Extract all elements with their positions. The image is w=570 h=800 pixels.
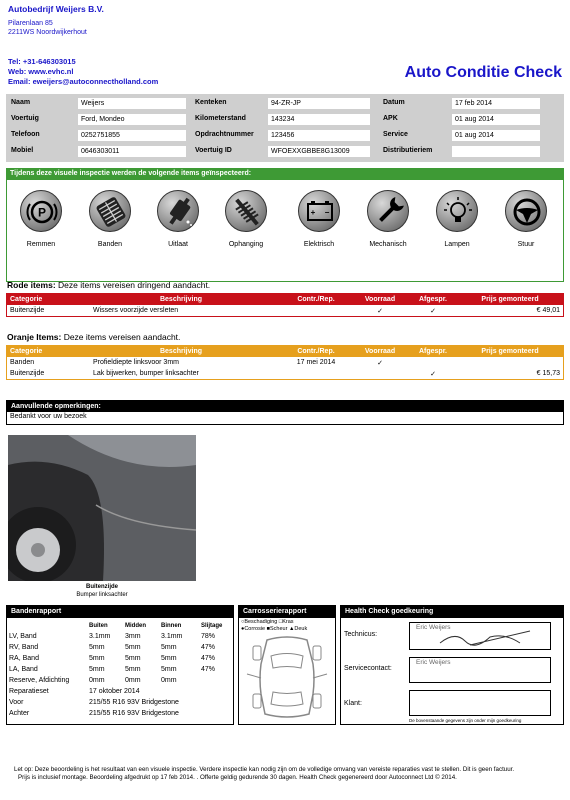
col-categorie: Categorie [7,346,81,357]
car-diagram[interactable] [239,634,335,722]
table-row [7,697,233,708]
servicecontact-signature-box[interactable] [409,657,551,683]
tyre-binnen: 3.1mm [161,633,183,640]
cell-afgespr: ✓ [430,307,436,315]
tyre-pos: RV, Band [9,644,39,651]
tyre-binnen: 5mm [161,655,177,662]
tyre-buiten: 5mm [89,644,105,651]
cell-contr [281,305,351,316]
tyre-slijtage: 47% [201,644,216,651]
naam-label: Naam [11,99,31,106]
legend-scratch-icon: □ [278,619,283,625]
legend-damage-icon: ○ [241,619,245,625]
approval-panel [340,605,564,725]
legend-corrosion-icon: ● [241,626,245,632]
tyre-col-blank [7,620,87,631]
table-row [7,305,563,316]
red-items-title-bold: Rode items: [7,280,56,290]
body-report [238,605,336,725]
technicus-name: Eric Weijers [416,624,451,631]
cell-contr: 17 mei 2014 [296,359,336,366]
table-row [7,653,233,664]
voertuig-label: Voertuig [11,115,39,122]
tyre-binnen: 5mm [161,666,177,673]
telefoon-label: Telefoon [11,131,40,138]
vid-value: WFOEXXGBBE8G13009 [268,146,370,157]
achter-value: 215/55 R16 93V Bridgestone [89,710,179,717]
tyre-buiten: 5mm [89,655,105,662]
wrench-icon [367,190,409,232]
service-label: Service [383,131,408,138]
cell-categorie: Buitenzijde [10,370,45,377]
klant-label: Klant: [344,700,362,707]
col-contr: Contr./Rep. [281,294,351,305]
body-report-header: Carrosserierapport [239,606,335,618]
cell-afgespr [409,357,457,368]
body-legend [239,618,335,634]
legend-scratch: Kras [282,619,294,625]
inspection-label-mechanisch: Mechanisch [369,241,407,248]
tyre-col-slijtage: Slijtage [201,622,223,629]
cell-beschrijving: Wissers voorzijde versleten [93,307,179,314]
tyre-col-buiten: Buiten [89,622,108,629]
col-prijs: Prijs gemonteerd [457,294,563,305]
damage-photo[interactable] [8,435,196,581]
tyre-col-binnen: Binnen [161,622,182,629]
technicus-signature-box[interactable] [409,622,551,650]
tyre-buiten: 0mm [89,677,105,684]
tyre-buiten: 3.1mm [89,633,111,640]
svg-text:−: − [324,208,330,217]
technicus-label: Technicus: [344,631,378,638]
company-city: 2211WS Noordwijkerhout [8,29,87,36]
tyre-slijtage: 47% [201,655,216,662]
inspection-label-remmen: Remmen [26,241,56,248]
apk-label: APK [383,115,398,122]
footer [14,766,560,782]
company-street: Pilarenlaan 85 [8,20,53,27]
klant-signature-box[interactable] [409,690,551,716]
service-value: 01 aug 2014 [452,130,540,141]
cell-prijs [457,357,563,368]
tyre-slijtage: 78% [201,633,216,640]
svg-text:+: + [310,208,316,217]
col-prijs: Prijs gemonteerd [457,346,563,357]
tyre-midden: 5mm [125,644,141,651]
tyre-icon [89,190,131,232]
exhaust-icon [157,190,199,232]
photo-caption-sub: Bumper linksachter [76,592,128,598]
achter-label: Achter [9,710,30,717]
tyre-binnen: 0mm [161,677,177,684]
col-voorraad: Voorraad [351,294,409,305]
distributie-label: Distributieriem [383,147,433,154]
vid-label: Voertuig ID [195,147,232,154]
tyre-pos: LV, Band [9,633,37,640]
kenteken-value: 94-ZR-JP [268,98,370,109]
tyre-midden: 3mm [125,633,141,640]
orange-items-title-bold: Oranje Items: [7,332,62,342]
battery-icon [298,190,340,232]
inspection-icons [6,179,564,282]
tyre-midden: 5mm [125,666,141,673]
tyre-buiten: 5mm [89,666,105,673]
datum-label: Datum [383,99,405,106]
svg-text:P: P [37,205,47,220]
tyre-col-midden: Midden [125,622,146,629]
table-row [7,664,233,675]
mobiel-label: Mobiel [11,147,34,154]
legend-corrosion: Corrosie [244,626,266,632]
tyre-report-header: Bandenrapport [7,606,233,618]
table-row [7,642,233,653]
col-voorraad: Voorraad [351,346,409,357]
repaired-label: Reparatieset [9,688,49,695]
voor-value: 215/55 R16 93V Bridgestone [89,699,179,706]
inspection-label-stuur: Stuur [517,241,535,248]
suspension-icon [225,190,267,232]
company-email[interactable]: Email: eweijers@autoconnectholland.com [8,77,159,86]
inspection-label-banden: Banden [97,241,123,248]
orange-items-title-rest: Deze items vereisen aandacht. [61,332,181,342]
col-afgespr: Afgespr. [409,346,457,357]
cell-contr [281,368,351,379]
orange-items-table [6,345,564,380]
cell-categorie: Banden [10,359,35,366]
tyre-binnen: 5mm [161,644,177,651]
orange-items-title [7,332,180,342]
naam-value: Weijers [78,98,186,109]
legend-dent: Deuk [294,626,308,632]
inspection-label-uitlaat: Uitlaat [168,241,188,248]
red-items-title [7,280,210,290]
cell-afgespr: ✓ [430,370,436,378]
remarks-text: Bedankt voor uw bezoek [10,413,87,420]
col-beschrijving: Beschrijving [81,346,281,357]
servicecontact-label: Servicecontact: [344,665,392,672]
opdracht-label: Opdrachtnummer [195,131,254,138]
red-items-title-rest: Deze items vereisen dringend aandacht. [55,280,211,290]
voor-label: Voor [9,699,24,706]
cell-voorraad: ✓ [377,359,383,367]
col-afgespr: Afgespr. [409,294,457,305]
company-name: Autobedrijf Weijers B.V. [8,4,104,14]
km-label: Kilometerstand [195,115,246,122]
table-row [7,631,233,642]
km-value: 143234 [268,114,370,125]
cell-voorraad [351,368,409,379]
red-items-table [6,293,564,317]
cell-beschrijving: Profieldiepte linksvoor 3mm [93,359,179,366]
apk-value: 01 aug 2014 [452,114,540,125]
table-row [7,708,233,719]
cell-voorraad: ✓ [377,307,383,315]
remarks-header: Aanvullende opmerkingen: [7,401,563,412]
legend-dent-icon: ▲ [288,626,295,632]
legend-damage: Beschadiging [244,619,278,625]
tyre-pos: Reserve, Afdichting [9,677,70,684]
inspection-section [6,168,564,282]
remarks-section [6,400,564,425]
opdracht-value: 123456 [268,130,370,141]
datum-value: 17 feb 2014 [452,98,540,109]
legend-crack-icon: ■ [266,626,270,632]
cell-prijs: € 49,01 [536,307,560,314]
brake-icon [20,190,62,232]
legend-crack: Scheur [269,626,288,632]
inspection-label-elektrisch: Elektrisch [303,241,335,248]
col-beschrijving: Beschrijving [81,294,281,305]
voertuig-value: Ford, Mondeo [78,114,186,125]
cell-beschrijving: Lak bijwerken, bumper linksachter [93,370,199,377]
tyre-pos: LA, Band [9,666,38,673]
steering-wheel-icon [505,190,547,232]
cell-categorie: Buitenzijde [10,307,45,314]
table-row [7,368,563,379]
col-categorie: Categorie [7,294,81,305]
tyre-slijtage: 47% [201,666,216,673]
inspection-label-ophanging: Ophanging [228,241,264,248]
info-panel [6,94,564,162]
footer-line-1: Let op: Deze beoordeling is het resultaat van een visuele inspectie. Verdere inspectie kan nodig zijn om de volledige omvang van vereiste reparaties vast te stellen. Dit is geen factuur. [14,766,515,773]
inspection-header: Tijdens deze visuele inspectie werden de volgende items geïnspecteerd: [6,168,564,179]
cell-prijs: € 15,73 [536,370,560,377]
table-row [7,675,233,686]
telefoon-value: 0252751855 [78,130,186,141]
kenteken-label: Kenteken [195,99,227,106]
company-web[interactable]: Web: www.evhc.nl [8,67,74,76]
footer-line-2: Prijs is inclusief montage. Beoordeling afgedrukt op 17 feb 2014. . Offerte geldig gedurende 30 dagen. Health Check gegenereerd door Autoconnect Ltd © 2014. [18,774,457,781]
tyre-report [6,605,234,725]
tyre-pos: RA, Band [9,655,39,662]
mobiel-value: 0646303011 [78,146,186,157]
repaired-value: 17 oktober 2014 [89,688,140,695]
tyre-midden: 0mm [125,677,141,684]
company-tel: Tel: +31-646303015 [8,57,76,66]
document-title: Auto Conditie Check [404,64,562,81]
inspection-label-lampen: Lampen [444,241,470,248]
distributie-value [452,146,540,157]
tyre-midden: 5mm [125,655,141,662]
approval-header: Health Check goedkeuring [341,606,563,618]
approval-note: De bovenstaande gegevens zijn onder mijn goedkeuring [409,718,522,723]
servicecontact-name: Eric Weijers [416,659,451,666]
photo-caption-title: Buitenzijde [85,584,118,590]
table-row [7,686,233,697]
table-row [7,357,563,368]
col-contr: Contr./Rep. [281,346,351,357]
lamp-icon [436,190,478,232]
tyre-slijtage [199,675,233,686]
